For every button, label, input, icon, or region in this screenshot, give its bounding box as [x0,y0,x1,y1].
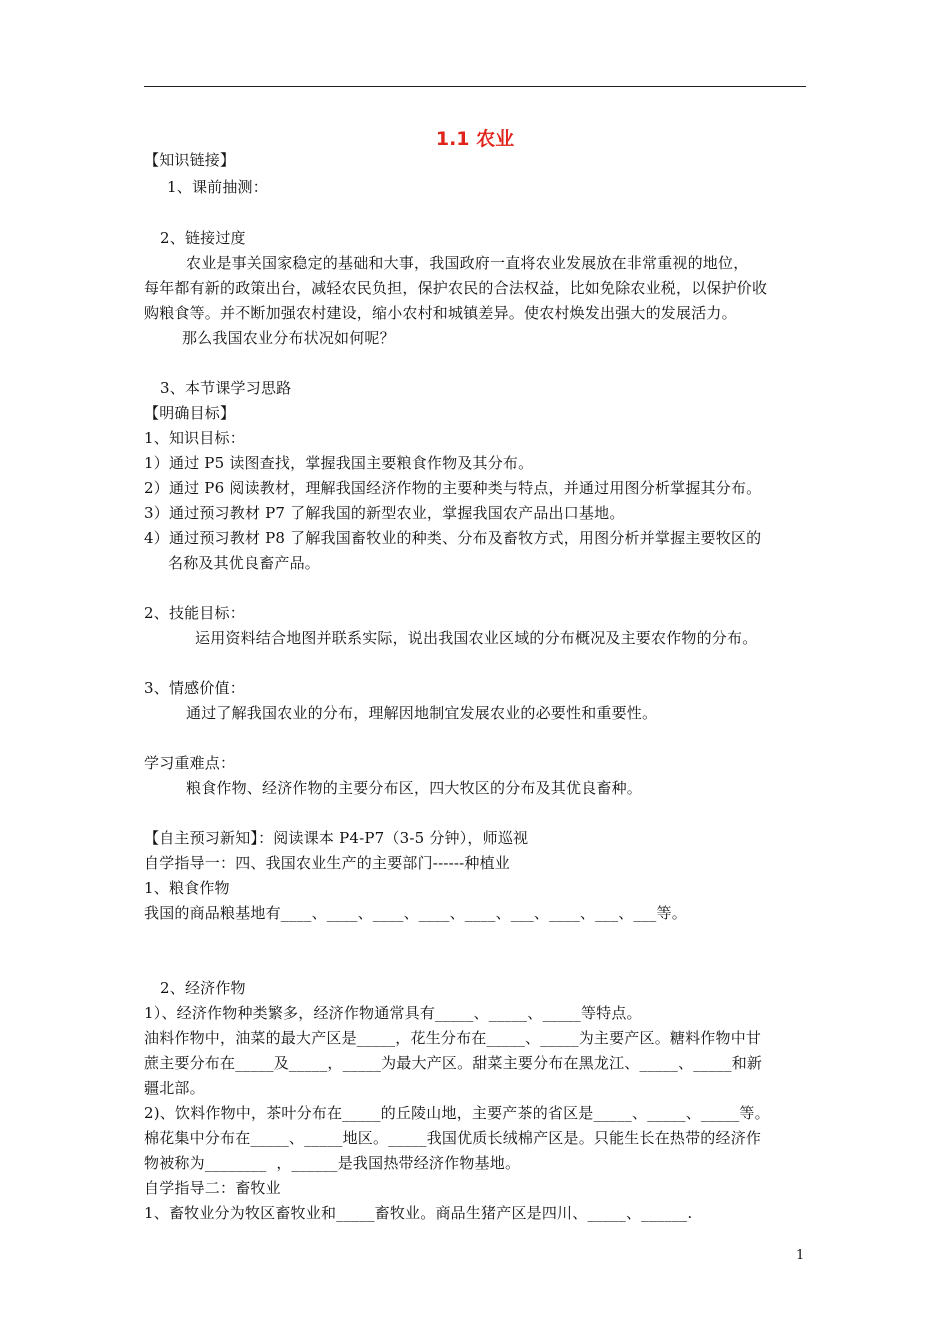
text-line: 蔗主要分布在_____及_____，_____为最大产区。甜菜主要分布在黑龙江、_____、_____和新 [144,1054,763,1072]
text-line: 农业是事关国家稳定的基础和大事，我国政府一直将农业发展放在非常重视的地位， [186,254,749,272]
text-line: 2）通过 P6 阅读教材，理解我国经济作物的主要种类与特点，并通过用图分析掌握其分布。 [144,479,762,497]
text-line: 1、粮食作物 [144,879,230,897]
text-line: 2、经济作物 [160,979,246,997]
text-line: 2、链接过度 [160,229,246,247]
text-line: 疆北部。 [144,1079,205,1097]
text-line: 学习重难点： [144,754,236,772]
header-rule [144,86,806,87]
text-line: 【自主预习新知】：阅读课本 P4-P7（3-5 分钟），师巡视 [144,829,529,847]
text-line: 运用资料结合地图并联系实际，说出我国农业区域的分布概况及主要农作物的分布。 [195,629,758,647]
text-line: 3、本节课学习思路 [160,379,292,397]
text-line: 通过了解我国农业的分布，理解因地制宜发展农业的必要性和重要性。 [186,704,658,722]
text-line: 4）通过预习教材 P8 了解我国畜牧业的种类、分布及畜牧方式，用图分析并掌握主要牧区的 [144,529,762,547]
text-line: 名称及其优良畜产品。 [168,554,321,572]
text-line: 1）通过 P5 读图查找，掌握我国主要粮食作物及其分布。 [144,454,534,472]
text-line: 油料作物中，油菜的最大产区是_____，花生分布在_____、_____为主要产区。糖料作物中甘 [144,1029,762,1047]
text-line: 1、畜牧业分为牧区畜牧业和_____畜牧业。商品生猪产区是四川、_____、______. [144,1204,693,1222]
text-line: 2)、饮料作物中，茶叶分布在_____的丘陵山地，主要产茶的省区是_____、_____、_____等。 [144,1104,770,1122]
text-line: 3、情感价值： [144,679,245,697]
text-line: 物被称为________ ，______是我国热带经济作物基地。 [144,1154,521,1172]
text-line: 【明确目标】 [144,404,236,422]
text-line: 自学指导二：畜牧业 [144,1179,281,1197]
text-line: 我国的商品粮基地有____、____、____、____、____、___、____、___、___等。 [144,904,687,922]
page-number: 1 [796,1248,805,1263]
text-line: 每年都有新的政策出台，减轻农民负担，保护农民的合法权益，比如免除农业税，以保护价收 [144,279,768,297]
text-line: 3）通过预习教材 P7 了解我国的新型农业，掌握我国农产品出口基地。 [144,504,625,522]
text-line: 1、课前抽测： [167,178,268,196]
text-line: 【知识链接】 [144,151,236,169]
text-line: 那么我国农业分布状况如何呢？ [182,329,395,347]
text-line: 购粮食等。并不断加强农村建设，缩小农村和城镇差异。使农村焕发出强大的发展活力。 [144,304,737,322]
text-line: 2、技能目标： [144,604,245,622]
page-title: 1.1 农业 [435,128,515,150]
text-line: 自学指导一：四、我国农业生产的主要部门------种植业 [144,854,511,872]
text-line: 粮食作物、经济作物的主要分布区，四大牧区的分布及其优良畜种。 [186,779,643,797]
text-line: 1）、经济作物种类繁多，经济作物通常具有_____、_____、_____等特点。 [144,1004,642,1022]
text-line: 1、知识目标： [144,429,245,447]
text-line: 棉花集中分布在_____、_____地区。_____我国优质长绒棉产区是。只能生长在热带的经济作 [144,1129,762,1147]
